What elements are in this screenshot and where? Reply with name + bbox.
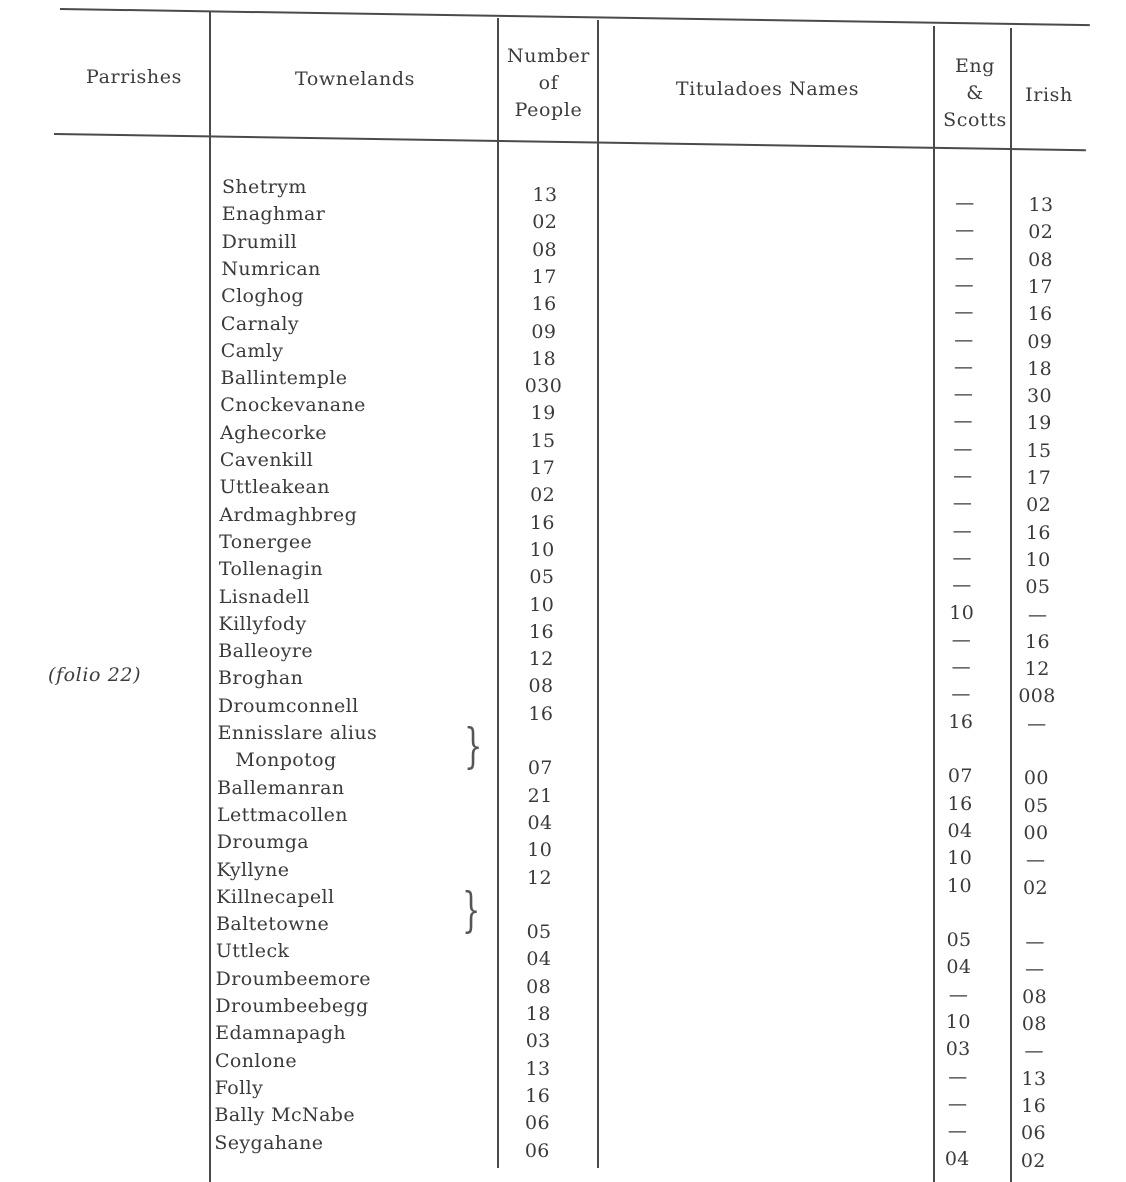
townland-name: Uttleakean xyxy=(219,476,330,499)
eng-scotts-count: 04 xyxy=(946,956,972,979)
irish-count: — xyxy=(1025,931,1045,954)
number-of-people: 18 xyxy=(531,347,557,370)
number-of-people: 16 xyxy=(525,1084,551,1107)
header-eng-line2: & xyxy=(966,82,984,104)
number-of-people: 06 xyxy=(525,1112,551,1135)
number-of-people: 030 xyxy=(524,375,563,398)
irish-count: 16 xyxy=(1024,630,1050,653)
townland-name: Cnockevanane xyxy=(220,394,366,417)
header-number-line3: People xyxy=(514,99,583,121)
eng-scotts-count: — xyxy=(952,574,972,597)
eng-scotts-count: — xyxy=(954,328,974,351)
townland-name: Seygahane xyxy=(214,1131,324,1154)
eng-scotts-count: — xyxy=(951,656,971,679)
townland-name: Cloghog xyxy=(221,285,304,308)
townland-name: Tonergee xyxy=(219,530,313,553)
eng-scotts-count: 05 xyxy=(946,929,972,952)
irish-count: 19 xyxy=(1026,412,1052,435)
townland-name: Ballemanran xyxy=(217,776,345,799)
number-of-people: 05 xyxy=(526,921,552,944)
irish-count: 08 xyxy=(1028,248,1054,271)
eng-scotts-count: 10 xyxy=(947,847,973,870)
irish-count: 16 xyxy=(1021,1094,1047,1117)
eng-scotts-count: — xyxy=(947,1120,968,1143)
header-parishes: Parrishes xyxy=(86,66,182,88)
townland-name: Droumconnell xyxy=(217,694,359,717)
number-of-people: 03 xyxy=(525,1030,551,1053)
eng-scotts-count: 10 xyxy=(947,874,972,897)
number-of-people: 07 xyxy=(527,757,553,780)
number-of-people: 16 xyxy=(529,511,555,534)
header-eng-line3: Scotts xyxy=(943,109,1007,131)
eng-scotts-count: — xyxy=(953,383,974,406)
townland-name: Droumbeebegg xyxy=(215,995,369,1017)
eng-scotts-count: — xyxy=(954,301,974,324)
irish-count: 00 xyxy=(1023,767,1049,790)
eng-scotts-count: 03 xyxy=(945,1038,971,1061)
irish-count: 16 xyxy=(1027,303,1053,326)
townland-name: Drumill xyxy=(221,230,298,253)
header-number-of-people xyxy=(500,43,597,124)
eng-scotts-count: — xyxy=(955,192,975,214)
eng-scotts-count: — xyxy=(952,546,972,569)
townland-name: Tollenagin xyxy=(218,558,323,581)
number-of-people: 06 xyxy=(524,1139,550,1162)
number-of-people: 17 xyxy=(530,457,556,479)
townland-name: Aghecorke xyxy=(220,421,327,444)
number-of-people: 08 xyxy=(526,975,552,998)
townland-name: Edamnapagh xyxy=(215,1022,347,1045)
irish-count: 17 xyxy=(1026,467,1052,489)
eng-scotts-count: — xyxy=(953,410,973,433)
eng-scotts-count: — xyxy=(948,1092,968,1115)
number-of-people: 21 xyxy=(527,784,553,807)
folio-note: (folio 22) xyxy=(48,664,142,686)
irish-count: 02 xyxy=(1028,221,1054,244)
eng-scotts-count: — xyxy=(953,355,974,378)
eng-scotts-count: 16 xyxy=(948,710,974,733)
eng-scotts-count: — xyxy=(952,519,973,542)
irish-count: — xyxy=(1027,712,1047,735)
irish-count: 08 xyxy=(1021,1013,1047,1035)
townland-name: Balleoyre xyxy=(218,640,314,663)
irish-count: 30 xyxy=(1026,385,1052,408)
townland-name: Lisnadell xyxy=(218,585,310,608)
townland-name: Lettmacollen xyxy=(216,803,348,826)
irish-count: 008 xyxy=(1018,685,1056,708)
irish-count: 13 xyxy=(1021,1067,1047,1090)
eng-scotts-count: — xyxy=(954,246,975,269)
number-of-people: 12 xyxy=(528,648,554,671)
irish-count: 05 xyxy=(1025,576,1051,599)
irish-count: — xyxy=(1024,1040,1044,1063)
irish-count: 17 xyxy=(1027,275,1053,298)
irish-count: 16 xyxy=(1025,521,1051,544)
townland-name: Ardmaghbreg xyxy=(219,503,358,526)
eng-scotts-count: 07 xyxy=(947,765,973,788)
townland-name: Droumbeemore xyxy=(215,967,371,990)
eng-scotts-count: — xyxy=(953,465,973,487)
townland-name: Baltetowne xyxy=(216,913,330,936)
irish-count: 13 xyxy=(1028,194,1054,216)
townland-name: Killnecapell xyxy=(216,885,335,908)
header-eng-line1: Eng xyxy=(954,55,996,77)
irish-count: 18 xyxy=(1027,357,1053,380)
header-number-line2: of xyxy=(538,72,559,94)
irish-count: — xyxy=(1028,603,1048,626)
eng-scotts-count: — xyxy=(954,273,975,296)
townland-name: Monpotog xyxy=(235,749,337,772)
townland-name: Ennisslare alius xyxy=(217,722,378,744)
header-eng-scotts xyxy=(936,53,1014,134)
number-of-people: 04 xyxy=(526,948,552,971)
number-of-people: 08 xyxy=(528,675,554,698)
irish-count: 09 xyxy=(1027,330,1053,353)
number-of-people: 02 xyxy=(532,211,558,234)
townland-name: Uttleck xyxy=(215,940,290,963)
townland-name: Enaghmar xyxy=(221,203,326,226)
header-tituladoes: Tituladoes Names xyxy=(675,78,860,100)
irish-count: 08 xyxy=(1022,985,1048,1008)
eng-scotts-count: — xyxy=(952,492,973,515)
eng-scotts-count: 10 xyxy=(949,601,975,624)
table-row xyxy=(0,884,1120,911)
eng-scotts-count: — xyxy=(948,983,969,1006)
number-of-people: 15 xyxy=(530,429,556,452)
townland-name: Kyllyne xyxy=(216,858,290,881)
townland-name: Folly xyxy=(214,1076,264,1099)
eng-scotts-count: — xyxy=(951,683,971,706)
irish-count: 05 xyxy=(1023,794,1049,817)
townland-name: Ballintemple xyxy=(220,367,348,390)
number-of-people: 18 xyxy=(525,1003,551,1025)
irish-count: — xyxy=(1025,958,1045,981)
irish-count: 12 xyxy=(1024,658,1050,681)
townland-name: Broghan xyxy=(218,667,304,690)
header-number-line1: Number xyxy=(507,45,590,67)
townland-name: Shetrym xyxy=(222,176,307,198)
number-of-people: 12 xyxy=(527,866,552,889)
header-irish: Irish xyxy=(1025,84,1073,106)
townland-name: Cavenkill xyxy=(219,449,314,471)
irish-count: 02 xyxy=(1026,494,1052,517)
number-of-people: 08 xyxy=(532,238,558,261)
eng-scotts-count: — xyxy=(948,1065,968,1088)
eng-scotts-count: — xyxy=(955,219,975,242)
townland-name: Killyfody xyxy=(218,612,307,635)
irish-count: 06 xyxy=(1021,1122,1047,1145)
number-of-people: 19 xyxy=(530,402,556,425)
number-of-people: 09 xyxy=(531,320,557,343)
eng-scotts-count: — xyxy=(953,437,973,460)
eng-scotts-count: 04 xyxy=(944,1147,970,1170)
number-of-people: 10 xyxy=(527,839,553,862)
number-of-people: 17 xyxy=(531,265,557,288)
number-of-people: 16 xyxy=(531,293,557,316)
eng-scotts-count: 10 xyxy=(945,1011,971,1033)
number-of-people: 02 xyxy=(530,484,556,507)
number-of-people: 10 xyxy=(529,538,555,561)
eng-scotts-count: 16 xyxy=(947,792,973,815)
number-of-people: 13 xyxy=(532,184,558,206)
irish-count: 02 xyxy=(1023,876,1048,899)
number-of-people: 16 xyxy=(528,620,554,643)
brace-ennisslare: } xyxy=(464,718,483,774)
irish-count: 02 xyxy=(1020,1149,1046,1172)
townland-name: Camly xyxy=(220,339,284,362)
irish-count: 00 xyxy=(1023,821,1049,844)
eng-scotts-count: 04 xyxy=(947,819,973,842)
townland-name: Numrican xyxy=(221,257,321,280)
irish-count: 15 xyxy=(1026,439,1052,462)
number-of-people: 16 xyxy=(528,702,554,725)
townland-name: Bally McNabe xyxy=(214,1104,356,1127)
number-of-people: 05 xyxy=(529,566,555,589)
townland-name: Conlone xyxy=(214,1049,297,1072)
header-townlands: Townelands xyxy=(295,68,415,90)
number-of-people: 13 xyxy=(525,1057,551,1080)
townland-name: Droumga xyxy=(216,831,310,854)
brace-killnecapell: } xyxy=(462,882,481,938)
number-of-people: 10 xyxy=(529,593,555,616)
irish-count: 10 xyxy=(1025,548,1051,571)
number-of-people: 04 xyxy=(527,811,553,834)
table-row xyxy=(0,1130,1118,1172)
irish-count: — xyxy=(1026,849,1046,872)
top-rule xyxy=(60,8,1090,26)
townland-name: Carnaly xyxy=(220,312,300,335)
table-row xyxy=(0,720,1122,747)
eng-scotts-count: — xyxy=(951,628,972,651)
